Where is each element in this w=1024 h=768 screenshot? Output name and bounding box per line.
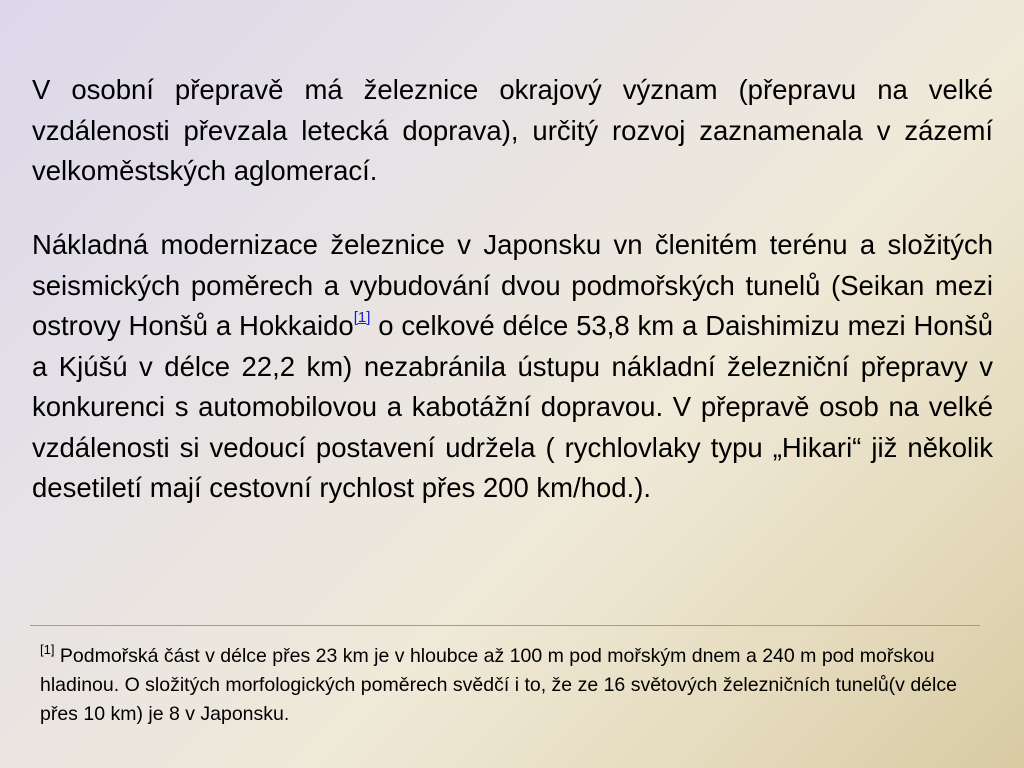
footnote xyxy=(40,642,985,729)
paragraph-2-text-start: Nákladná modernizace železnice v Japonsku vn členitém terénu a složitých seismických poměrech a vybudování dvou podmořských tunelů (Seikan mezi ostrovy Honšů a Hokkaido xyxy=(32,229,993,341)
paragraph-passenger-transport xyxy=(32,70,993,192)
footnote-divider xyxy=(30,625,980,626)
footnote-marker: [1] xyxy=(40,642,55,657)
paragraph-2-text-end: o celkové délce 53,8 km a Daishimizu mezi Honšů a Kjúšú v délce 22,2 km) nezabránila ústupu nákladní železniční přepravy v konkurenci s automobilovou a kabotážní dopravou. V přepravě osob na velké vzdálenosti si vedoucí postavení udržela ( rychlovlaky typu „Hikari“ již několik desetiletí mají cestovní rychlost přes 200 km/hod.). xyxy=(32,310,993,503)
footnote-text: Podmořská část v délce přes 23 km je v hloubce až 100 m pod mořským dnem a 240 m pod mořskou hladinou. O složitých morfologických poměrech svědčí i to, že ze 16 světových železničních tunelů(v délce přes 10 km) je 8 v Japonsku. xyxy=(40,645,957,725)
paragraph-freight-modernization xyxy=(32,225,993,509)
paragraph-1-text: V osobní přepravě má železnice okrajový význam (přepravu na velké vzdálenosti převzala letecká doprava), určitý rozvoj zaznamenala v zázemí velkoměstských aglomerací. xyxy=(32,74,993,186)
footnote-reference-link[interactable]: [1] xyxy=(353,309,371,326)
